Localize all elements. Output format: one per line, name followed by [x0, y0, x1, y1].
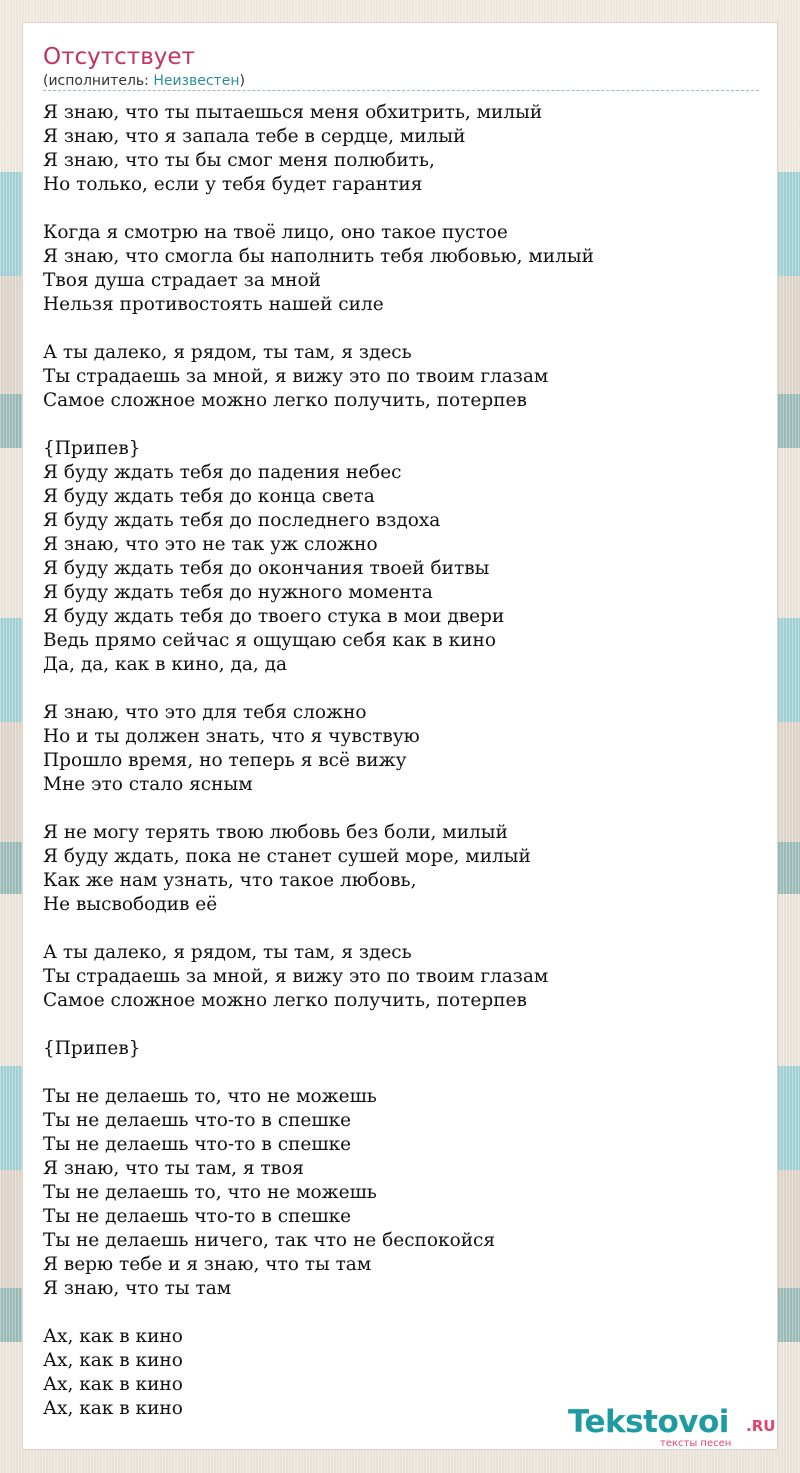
lyric-line: Мне это стало ясным	[43, 774, 253, 795]
lyric-line: Ты страдаешь за мной, я вижу это по твоим глазам	[43, 966, 549, 987]
lyric-line: Прошло время, но теперь я всё вижу	[43, 750, 407, 771]
lyric-blank-line	[43, 413, 759, 437]
lyric-line: Я знаю, что это для тебя сложно	[43, 702, 367, 723]
lyric-line: Я буду ждать тебя до конца света	[43, 486, 375, 507]
lyric-line: Я знаю, что ты там, я твоя	[43, 1158, 304, 1179]
lyric-line: Да, да, как в кино, да, да	[43, 654, 288, 675]
lyric-line: А ты далеко, я рядом, ты там, я здесь	[43, 942, 412, 963]
lyric-line: Я знаю, что ты пытаешься меня обхитрить, милый	[43, 102, 543, 123]
lyric-line: Я знаю, что ты там	[43, 1278, 232, 1299]
artist-prefix: (исполнитель:	[43, 73, 154, 89]
lyric-line: Ах, как в кино	[43, 1326, 183, 1347]
lyric-line: Я знаю, что это не так уж сложно	[43, 534, 378, 555]
site-logo[interactable]	[568, 1405, 778, 1449]
lyric-line: Но только, если у тебя будет гарантия	[43, 174, 423, 195]
lyric-line: Я знаю, что ты бы смог меня полюбить,	[43, 150, 435, 171]
lyric-line: Нельзя противостоять нашей силе	[43, 294, 384, 315]
lyric-line: Как же нам узнать, что такое любовь,	[43, 870, 417, 891]
lyric-line: Когда я смотрю на твоё лицо, оно такое пустое	[43, 222, 508, 243]
lyric-line: Я знаю, что я запала тебе в сердце, милый	[43, 126, 466, 147]
lyrics-card	[22, 22, 778, 1450]
lyric-line: Я не могу терять твою любовь без боли, милый	[43, 822, 508, 843]
lyric-line: Я знаю, что смогла бы наполнить тебя любовью, милый	[43, 246, 594, 267]
lyric-line: Ты не делаешь что-то в спешке	[43, 1110, 352, 1131]
lyric-line: Ты не делаешь что-то в спешке	[43, 1206, 352, 1227]
artist-suffix: )	[239, 73, 245, 89]
lyric-line: Я буду ждать тебя до нужного момента	[43, 582, 433, 603]
lyric-line: Не высвободив её	[43, 894, 218, 915]
lyric-line: Я буду ждать тебя до падения небес	[43, 462, 402, 483]
lyric-line: Ты не делаешь то, что не можешь	[43, 1086, 377, 1107]
lyric-line: Я верю тебе и я знаю, что ты там	[43, 1254, 372, 1275]
lyric-blank-line	[43, 677, 759, 701]
lyric-line: Я буду ждать тебя до твоего стука в мои двери	[43, 606, 505, 627]
lyric-blank-line	[43, 317, 759, 341]
lyric-blank-line	[43, 917, 759, 941]
lyric-line: Я буду ждать тебя до последнего вздоха	[43, 510, 441, 531]
lyrics-text	[43, 101, 759, 1421]
lyric-line: Ты страдаешь за мной, я вижу это по твоим глазам	[43, 366, 549, 387]
lyric-line: Но и ты должен знать, что я чувствую	[43, 726, 420, 747]
lyric-line: Я буду ждать, пока не станет сушей море, милый	[43, 846, 531, 867]
title-divider	[43, 90, 759, 91]
lyric-blank-line	[43, 197, 759, 221]
lyric-line: Ах, как в кино	[43, 1374, 183, 1395]
lyric-line: {Припев}	[43, 1038, 141, 1059]
logo-wordmark: Tekstovoi	[568, 1404, 729, 1440]
lyric-line: Ах, как в кино	[43, 1398, 183, 1419]
lyric-blank-line	[43, 1061, 759, 1085]
lyric-line: Самое сложное можно легко получить, потерпев	[43, 990, 527, 1011]
lyric-blank-line	[43, 1301, 759, 1325]
lyric-line: Ты не делаешь то, что не можешь	[43, 1182, 377, 1203]
lyric-line: Ты не делаешь что-то в спешке	[43, 1134, 352, 1155]
lyric-line: Я буду ждать тебя до окончания твоей битвы	[43, 558, 490, 579]
lyric-line: Ах, как в кино	[43, 1350, 183, 1371]
lyric-line: Самое сложное можно легко получить, потерпев	[43, 390, 527, 411]
lyric-line: Ведь прямо сейчас я ощущаю себя как в кино	[43, 630, 496, 651]
lyric-line: {Припев}	[43, 438, 141, 459]
lyric-line: Твоя душа страдает за мной	[43, 270, 321, 291]
logo-tld: .RU	[746, 1417, 776, 1435]
artist-line	[43, 72, 245, 90]
lyric-blank-line	[43, 1013, 759, 1037]
lyric-line: А ты далеко, я рядом, ты там, я здесь	[43, 342, 412, 363]
artist-link[interactable]: Неизвестен	[153, 73, 240, 89]
song-title: Отсутствует	[43, 44, 195, 70]
logo-tagline: тексты песен	[660, 1438, 732, 1449]
lyric-blank-line	[43, 797, 759, 821]
lyric-line: Ты не делаешь ничего, так что не беспокойся	[43, 1230, 496, 1251]
